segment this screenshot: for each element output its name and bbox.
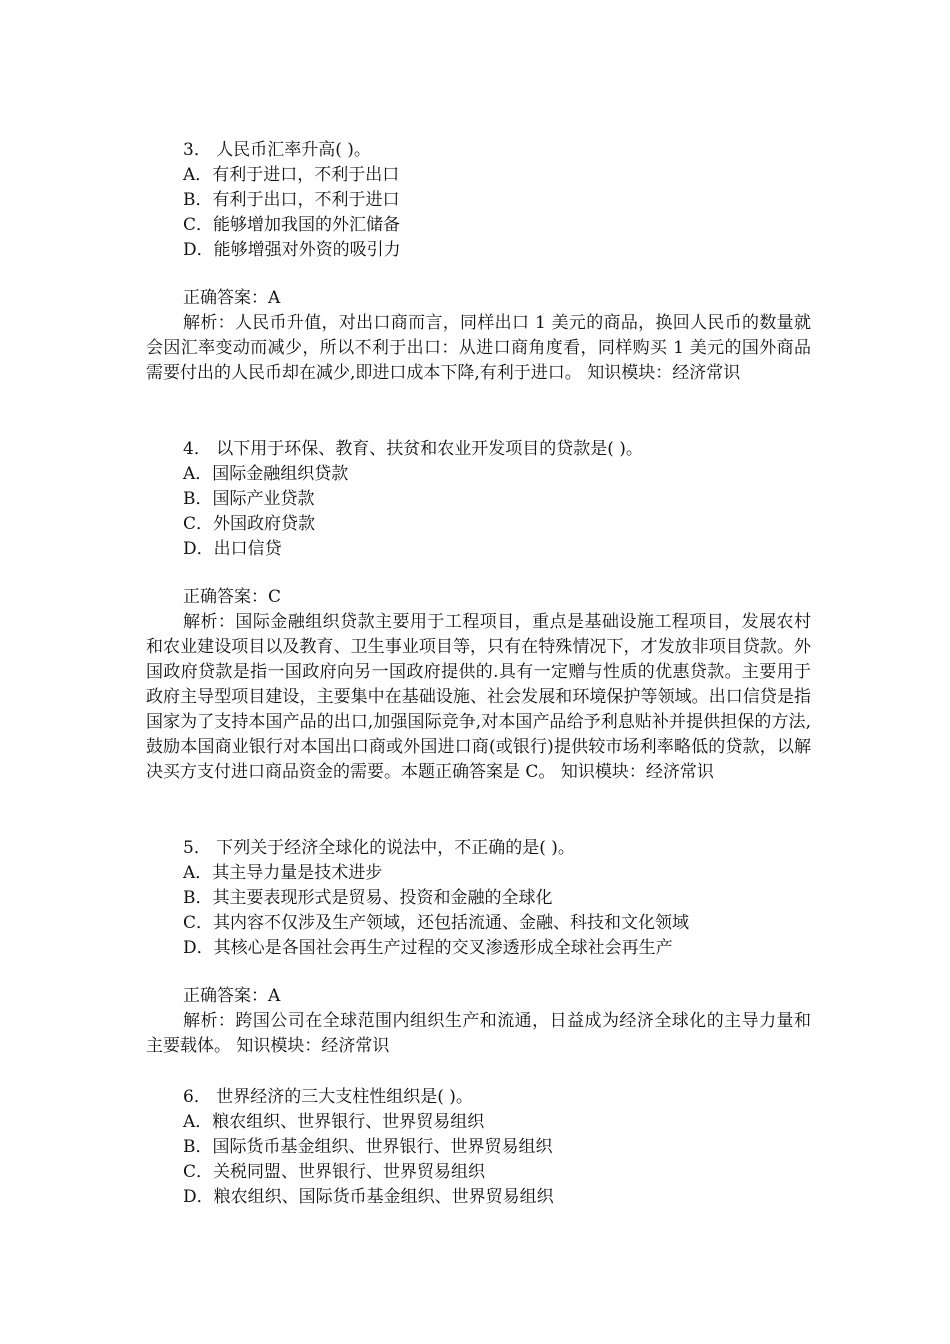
- question-stem: 5． 下列关于经济全球化的说法中，不正确的是( )。: [183, 838, 575, 858]
- correct-answer: 正确答案：A: [183, 986, 281, 1006]
- correct-answer: 正确答案：A: [183, 288, 281, 308]
- option-c: C．外国政府贷款: [183, 514, 316, 534]
- question-stem: 3． 人民币汇率升高( )。: [183, 140, 371, 160]
- question-5: [0, 836, 950, 1059]
- option-d: D．粮农组织、国际货币基金组织、世界贸易组织: [183, 1187, 554, 1207]
- option-a: A．有利于进口，不利于出口: [183, 165, 400, 185]
- analysis-text: 解析：人民币升值，对出口商而言，同样出口 1 美元的商品，换回人民币的数量就会因汇率变动而减少，所以不利于出口：从进口商角度看，同样购买 1 美元的国外商品需要付出的人民币却在减少,即进口成本下降,有利于进口。 知识模块：经济常识: [146, 313, 811, 383]
- option-b: B．其主要表现形式是贸易、投资和金融的全球化: [183, 888, 553, 908]
- question-stem: 4． 以下用于环保、教育、扶贫和农业开发项目的贷款是( )。: [183, 439, 643, 459]
- question-4: [0, 437, 950, 785]
- option-b: B．有利于出口，不利于进口: [183, 190, 400, 210]
- option-c: C．关税同盟、世界银行、世界贸易组织: [183, 1162, 486, 1182]
- question-stem: 6． 世界经济的三大支柱性组织是( )。: [183, 1087, 473, 1107]
- option-a: A．其主导力量是技术进步: [183, 863, 383, 883]
- option-b: B．国际产业贷款: [183, 489, 315, 509]
- question-3: [0, 138, 950, 386]
- correct-answer: 正确答案：C: [183, 587, 282, 607]
- question-6: [0, 1085, 950, 1210]
- analysis-text: 解析：国际金融组织贷款主要用于工程项目，重点是基础设施工程项目，发展农村和农业建设项目以及教育、卫生事业项目等，只有在特殊情况下，才发放非项目贷款。外国政府贷款是指一国政府向另一国政府提供的.具有一定赠与性质的优惠贷款。主要用于政府主导型项目建设，主要集中在基础设施、社会发展和环境保护等领域。出口信贷是指国家为了支持本国产品的出口,加强国际竞争,对本国产品给予利息贴补并提供担保的方法,鼓励本国商业银行对本国出口商或外国进口商(或银行)提供较市场利率略低的贷款，以解决买方支付进口商品资金的需要。本题正确答案是 C。 知识模块：经济常识: [146, 612, 811, 782]
- option-c: C．能够增加我国的外汇储备: [183, 215, 401, 235]
- option-d: D．其核心是各国社会再生产过程的交叉渗透形成全球社会再生产: [183, 938, 673, 958]
- option-a: A．国际金融组织贷款: [183, 464, 349, 484]
- analysis-text: 解析：跨国公司在全球范围内组织生产和流通，日益成为经济全球化的主导力量和主要载体。 知识模块：经济常识: [146, 1011, 811, 1056]
- option-c: C．其内容不仅涉及生产领域，还包括流通、金融、科技和文化领域: [183, 913, 690, 933]
- option-a: A．粮农组织、世界银行、世界贸易组织: [183, 1112, 485, 1132]
- option-d: D．能够增强对外资的吸引力: [183, 240, 401, 260]
- option-d: D．出口信贷: [183, 539, 282, 559]
- option-b: B．国际货币基金组织、世界银行、世界贸易组织: [183, 1137, 553, 1157]
